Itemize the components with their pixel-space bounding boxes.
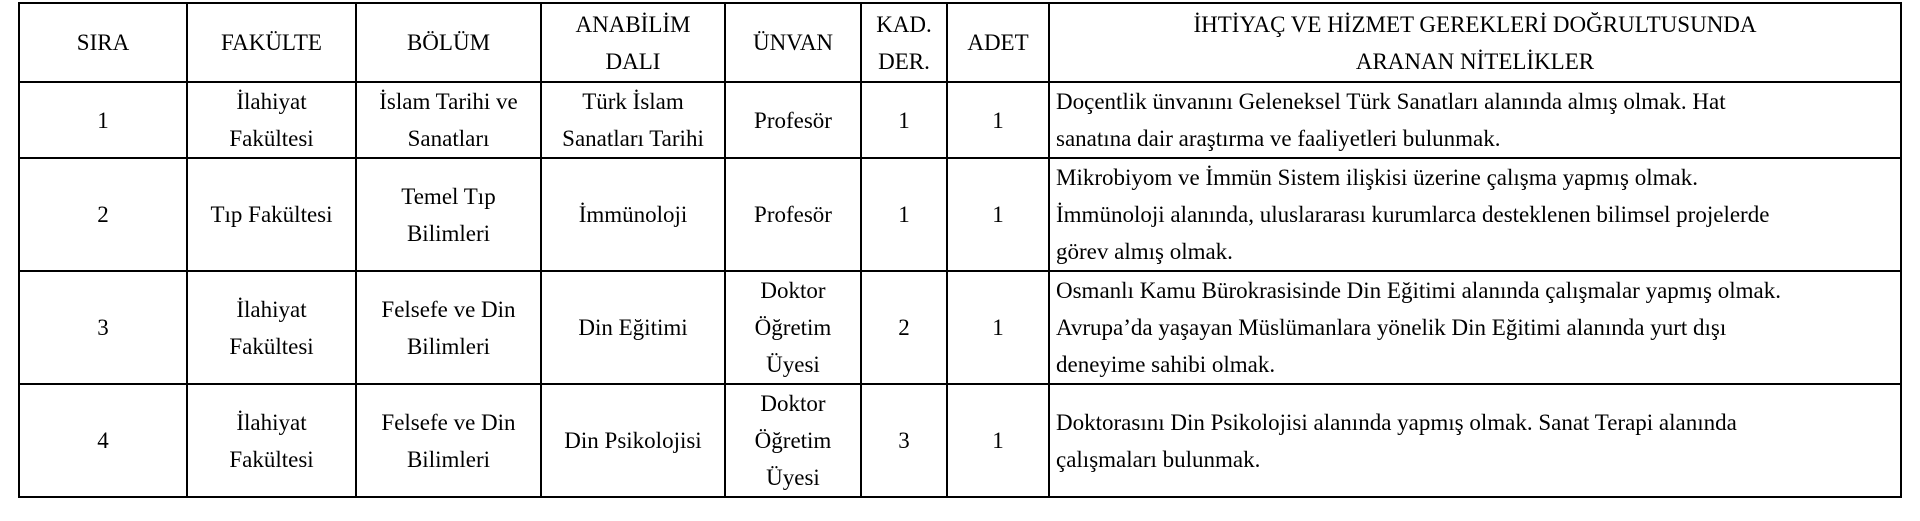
cell-aranan-nitelikler: Osmanlı Kamu Bürokrasisinde Din Eğitimi alanında çalışmalar yapmış olmak. Avrupa’da yaşayan Müslümanlara yönelik Din Eğitimi alanında yurt dışı deneyime sahibi olmak. xyxy=(1049,271,1901,384)
header-adet: ADET xyxy=(947,3,1049,82)
cell-sira: 1 xyxy=(19,82,187,158)
cell-bolum: Temel Tıp Bilimleri xyxy=(356,158,541,271)
cell-kadro-derecesi: 3 xyxy=(861,384,947,497)
cell-aranan-nitelikler: Mikrobiyom ve İmmün Sistem ilişkisi üzerine çalışma yapmış olmak. İmmünoloji alanında, uluslararası kurumlarca desteklenen bilimsel projelerde görev almış olmak. xyxy=(1049,158,1901,271)
header-fakulte: FAKÜLTE xyxy=(187,3,356,82)
cell-fakulte: İlahiyat Fakültesi xyxy=(187,271,356,384)
cell-unvan: Profesör xyxy=(725,82,861,158)
cell-anabilim-dali: Din Psikolojisi xyxy=(541,384,725,497)
cell-adet: 1 xyxy=(947,158,1049,271)
cell-unvan: Doktor Öğretim Üyesi xyxy=(725,271,861,384)
positions-table xyxy=(18,2,1902,498)
cell-adet: 1 xyxy=(947,384,1049,497)
cell-bolum: Felsefe ve Din Bilimleri xyxy=(356,384,541,497)
header-anabilim-dali: ANABİLİM DALI xyxy=(541,3,725,82)
cell-adet: 1 xyxy=(947,271,1049,384)
cell-sira: 3 xyxy=(19,271,187,384)
cell-fakulte: İlahiyat Fakültesi xyxy=(187,82,356,158)
table-row xyxy=(19,384,1901,497)
header-kadro-derecesi: KAD. DER. xyxy=(861,3,947,82)
cell-kadro-derecesi: 1 xyxy=(861,158,947,271)
header-bolum: BÖLÜM xyxy=(356,3,541,82)
cell-sira: 2 xyxy=(19,158,187,271)
header-sira: SIRA xyxy=(19,3,187,82)
cell-adet: 1 xyxy=(947,82,1049,158)
cell-fakulte: İlahiyat Fakültesi xyxy=(187,384,356,497)
table-row xyxy=(19,271,1901,384)
cell-bolum: Felsefe ve Din Bilimleri xyxy=(356,271,541,384)
cell-fakulte: Tıp Fakültesi xyxy=(187,158,356,271)
cell-kadro-derecesi: 2 xyxy=(861,271,947,384)
table-row xyxy=(19,158,1901,271)
cell-sira: 4 xyxy=(19,384,187,497)
cell-bolum: İslam Tarihi ve Sanatları xyxy=(356,82,541,158)
document-page xyxy=(18,2,1900,498)
cell-kadro-derecesi: 1 xyxy=(861,82,947,158)
cell-unvan: Profesör xyxy=(725,158,861,271)
cell-aranan-nitelikler: Doçentlik ünvanını Geleneksel Türk Sanatları alanında almış olmak. Hat sanatına dair araştırma ve faaliyetleri bulunmak. xyxy=(1049,82,1901,158)
header-aranan-nitelikler: İHTİYAÇ VE HİZMET GEREKLERİ DOĞRULTUSUNDA ARANAN NİTELİKLER xyxy=(1049,3,1901,82)
cell-aranan-nitelikler: Doktorasını Din Psikolojisi alanında yapmış olmak. Sanat Terapi alanında çalışmaları bulunmak. xyxy=(1049,384,1901,497)
table-row xyxy=(19,82,1901,158)
cell-anabilim-dali: Türk İslam Sanatları Tarihi xyxy=(541,82,725,158)
cell-anabilim-dali: İmmünoloji xyxy=(541,158,725,271)
header-unvan: ÜNVAN xyxy=(725,3,861,82)
cell-unvan: Doktor Öğretim Üyesi xyxy=(725,384,861,497)
header-row xyxy=(19,3,1901,82)
cell-anabilim-dali: Din Eğitimi xyxy=(541,271,725,384)
